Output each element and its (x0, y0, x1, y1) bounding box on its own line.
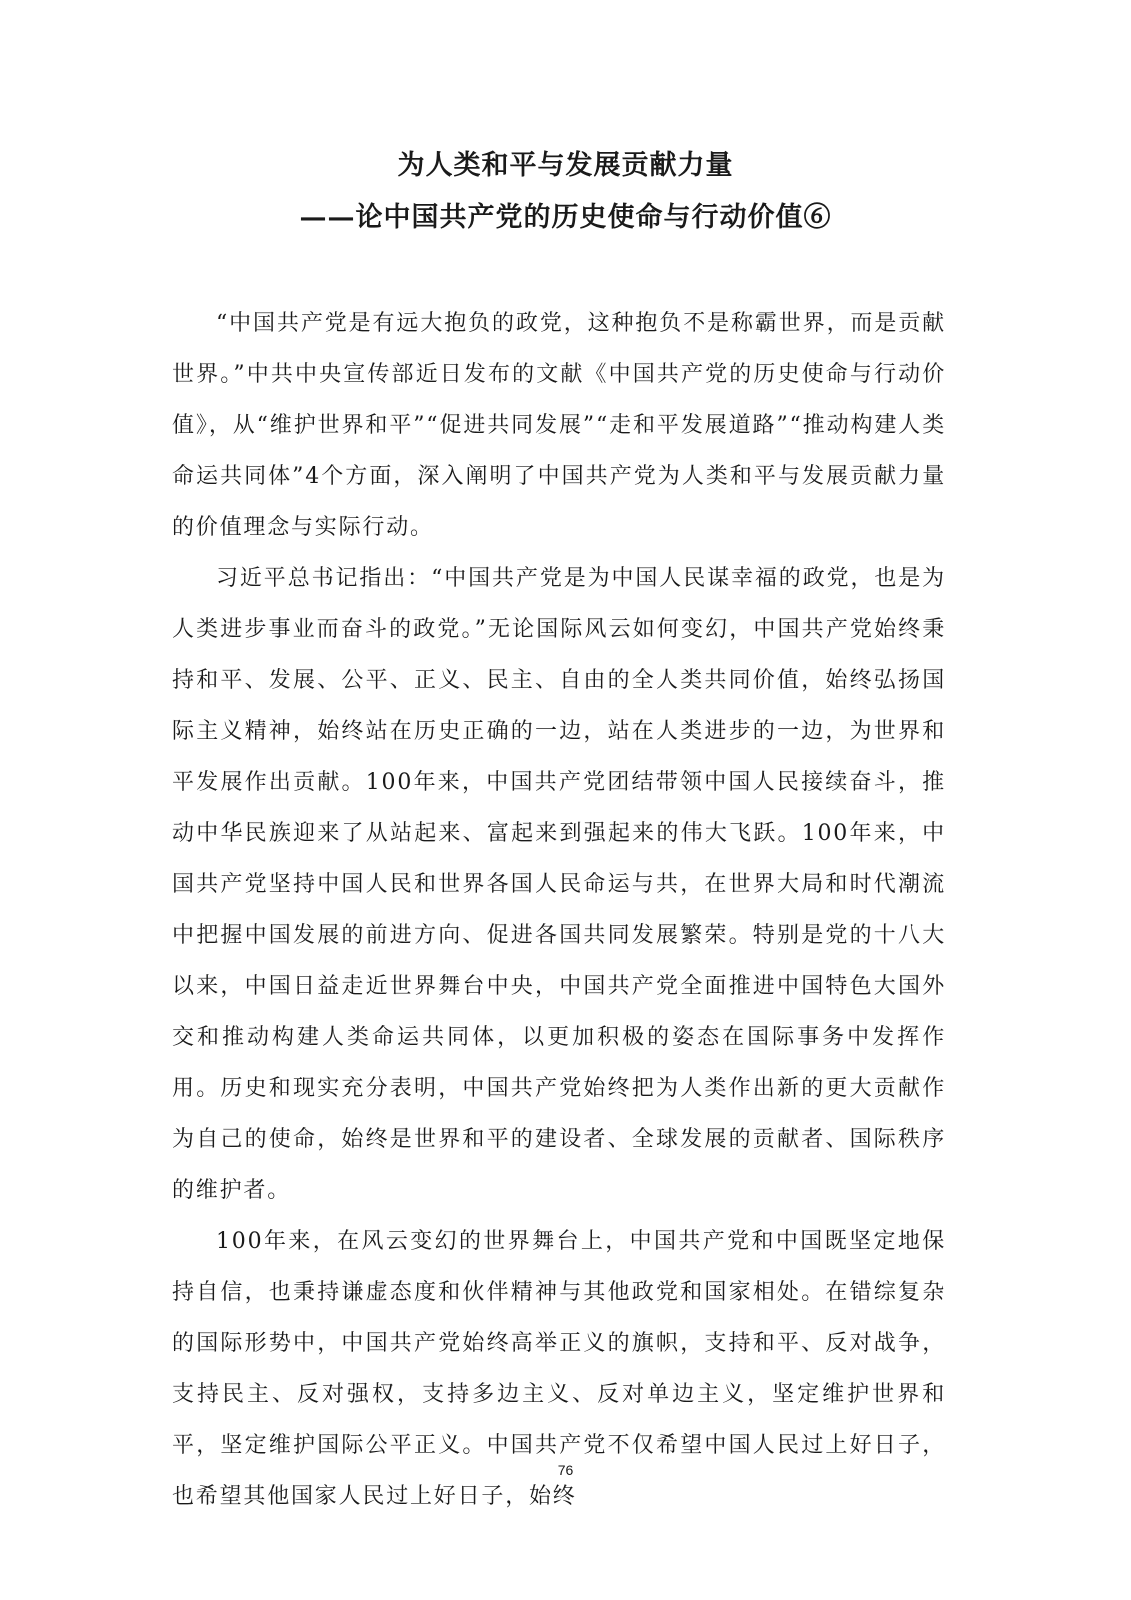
page-subtitle: ——论中国共产党的历史使命与行动价值⑥ (299, 202, 832, 233)
paragraph: 100年来，在风云变幻的世界舞台上，中国共产党和中国既坚定地保持自信，也秉持谦虚态度和伙伴精神与其他政党和国家相处。在错综复杂的国际形势中，中国共产党始终高举正义的旗帜，支持和平、反对战争，支持民主、反对强权，支持多边主义、反对单边主义，坚定维护世界和平，坚定维护国际公平正义。中国共产党不仅希望中国人民过上好日子，也希望其他国家人民过上好日子，始终 (172, 1229, 946, 1509)
page-title: 为人类和平与发展贡献力量 (397, 150, 734, 181)
paragraph: 习近平总书记指出：“中国共产党是为中国人民谋幸福的政党，也是为人类进步事业而奋斗的政党。”无论国际风云如何变幻，中国共产党始终秉持和平、发展、公平、正义、民主、自由的全人类共同价值，始终弘扬国际主义精神，始终站在历史正确的一边，站在人类进步的一边，为世界和平发展作出贡献。100年来，中国共产党团结带领中国人民接续奋斗，推动中华民族迎来了从站起来、富起来到强起来的伟大飞跃。100年来，中国共产党坚持中国人民和世界各国人民命运与共，在世界大局和时代潮流中把握中国发展的前进方向、促进各国共同发展繁荣。特别是党的十八大以来，中国日益走近世界舞台中央，中国共产党全面推进中国特色大国外交和推动构建人类命运共同体，以更加积极的姿态在国际事务中发挥作用。历史和现实充分表明，中国共产党始终把为人类作出新的更大贡献作为自己的使命，始终是世界和平的建设者、全球发展的贡献者、国际秩序的维护者。 (172, 566, 946, 1203)
article-body (172, 298, 946, 1522)
page-number: 76 (557, 1462, 574, 1478)
paragraph: “中国共产党是有远大抱负的政党，这种抱负不是称霸世界，而是贡献世界。”中共中央宣传部近日发布的文献《中国共产党的历史使命与行动价值》，从“维护世界和平”“促进共同发展”“走和平发展道路”“推动构建人类命运共同体”4个方面，深入阐明了中国共产党为人类和平与发展贡献力量的价值理念与实际行动。 (172, 311, 946, 540)
